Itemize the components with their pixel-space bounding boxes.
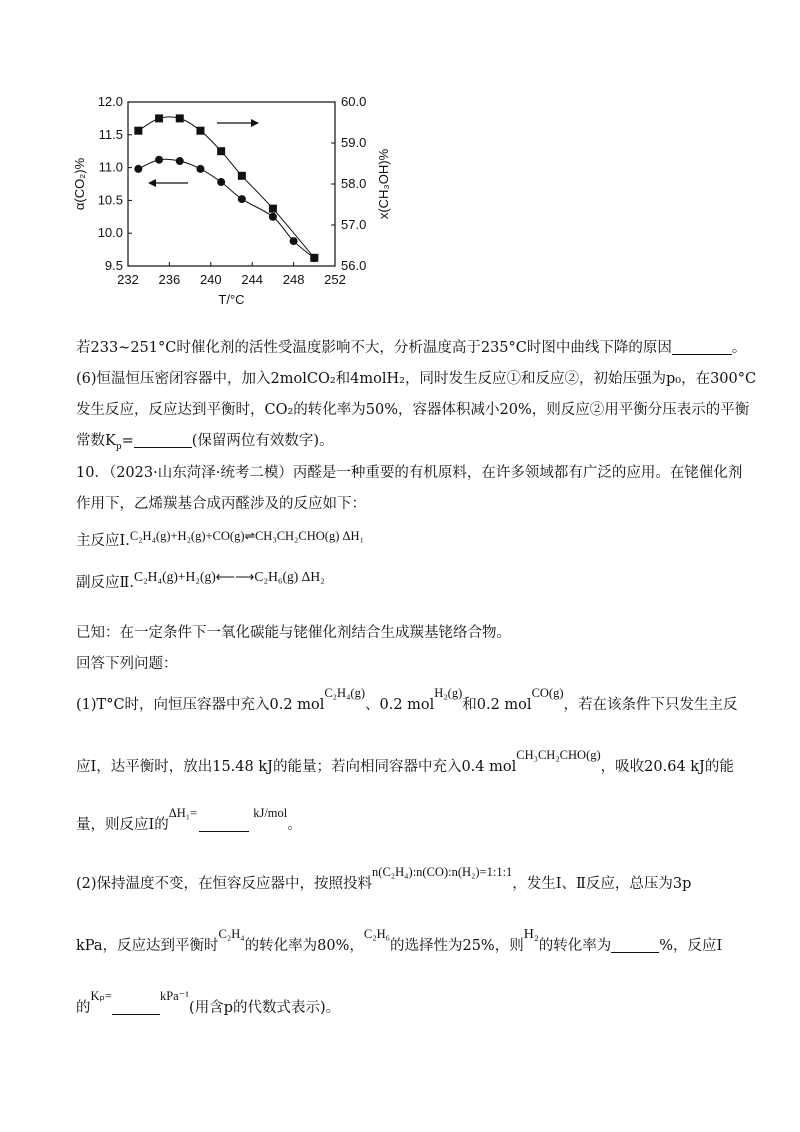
y-right-tick-label: 56.0 [341, 258, 367, 273]
formula: C₂H₄(g) [324, 686, 365, 700]
text: (1)T°C时，向恒压容器中充入0.2 mol [76, 697, 325, 713]
text: 副反应Ⅱ. [76, 575, 134, 591]
text: 、0.2 mol [365, 697, 435, 713]
data-point-circle [310, 254, 318, 262]
x-axis-label: T/°C [218, 292, 245, 307]
equation: C₂H₄(g)+H₂(g)⟵⟶C₂H₆(g) ΔH₂ [133, 569, 325, 584]
text: 。 [731, 340, 747, 356]
answer-blank [672, 339, 732, 355]
text: 常数K [76, 433, 116, 449]
y-right-tick-label: 57.0 [341, 217, 367, 232]
data-point-square [155, 114, 163, 122]
text: 量，则反应I的 [76, 817, 169, 833]
formula: C₂H₄ [218, 927, 245, 941]
data-point-square [176, 114, 184, 122]
text: 的转化率为 [538, 938, 612, 954]
text: (2)保持温度不变，在恒容反应器中，按照投料 [76, 876, 373, 892]
text: 和0.2 mol [462, 697, 532, 713]
text: kPa，反应达到平衡时 [76, 938, 219, 954]
y-left-tick-label: 9.5 [104, 258, 123, 273]
y-left-tick-label: 11.5 [98, 126, 123, 142]
y-right-tick-label: 58.0 [341, 176, 367, 191]
chart [70, 88, 391, 313]
formula: H₂(g) [434, 686, 463, 700]
data-point-circle [134, 165, 142, 173]
q10-line-1: 10．（2023·山东菏泽·统考二模）丙醛是一种重要的有机原料，在许多领域都有广泛的应用。在铑催化剂 [76, 465, 743, 481]
series-line [138, 117, 314, 258]
answer-blank [112, 999, 160, 1015]
y-left-tick-label: 10.5 [97, 192, 123, 208]
formula: CO(g) [531, 686, 564, 700]
q9-line-1 [76, 338, 746, 358]
text: ，发生Ⅰ、Ⅱ反应，总压为3p [512, 876, 692, 892]
x-tick-label: 244 [241, 272, 264, 287]
formula: n(C₂H₄):n(CO):n(H₂)=1:1:1 [372, 865, 513, 879]
answer-blank [199, 816, 249, 832]
formula: Kₚ= [90, 989, 112, 1003]
formula: H₂ [523, 927, 539, 942]
p5-line [76, 927, 723, 957]
text: ，吸收20.64 kJ的能 [600, 759, 734, 775]
answer-blank [134, 432, 192, 448]
y-left-tick-label: 12.0 [97, 94, 123, 109]
equation: C₂H₄(g)+H₂(g)+CO(g)⇌CH₃CH₂CHO(g) ΔH₁ [129, 529, 364, 543]
p4-line [76, 865, 692, 894]
data-point-square [238, 172, 246, 180]
series-line [138, 159, 314, 258]
p6-line [76, 989, 341, 1018]
data-point-circle [217, 178, 225, 186]
y-left-tick-label: 10.0 [97, 225, 123, 241]
unit: kJ/mol [253, 806, 288, 820]
arrow-left-head [148, 179, 156, 187]
p1-line [76, 686, 738, 715]
text: 。 [287, 817, 302, 833]
text: (保留两位有效数字)。 [191, 433, 334, 449]
text: (用含p的代数式表示)。 [189, 1000, 341, 1016]
q9-line-2: (6)恒温恒压密闭容器中，加入2molCO₂和4molH₂，同时发生反应①和反应②，初始压强为p₀，在300°C [76, 371, 757, 387]
text: ，若在该条件下只发生主反 [563, 697, 738, 713]
q9-line-3: 发生反应，反应达到平衡时，CO₂的转化率为50%，容器体积减小20%，则反应②用平衡分压表示的平衡 [76, 402, 750, 418]
data-point-circle [269, 213, 277, 221]
y-left-axis-label: α(CO₂)% [72, 157, 87, 211]
data-point-circle [176, 157, 184, 165]
q10-line-2: 作用下，乙烯羰基合成丙醛涉及的反应如下： [76, 496, 366, 512]
data-point-circle [196, 165, 204, 173]
text: p [115, 441, 122, 452]
q9-line-4 [76, 431, 334, 451]
answer-blank [611, 937, 659, 953]
x-tick-label: 248 [282, 272, 305, 287]
y-right-axis-label: x(CH₃OH)% [376, 148, 391, 220]
x-tick-label: 236 [158, 272, 181, 287]
answer-heading: 回答下列问题： [76, 656, 178, 672]
data-point-circle [155, 156, 163, 164]
arrow-right-head [251, 119, 259, 127]
p3-line [76, 806, 302, 835]
x-tick-label: 252 [324, 272, 346, 287]
data-point-circle [238, 195, 246, 203]
text: 的选择性为25%，则 [389, 938, 524, 954]
formula: ΔH₁= [168, 806, 198, 820]
y-left-tick-label: 11.0 [98, 159, 123, 175]
data-point-square [196, 127, 204, 135]
y-right-tick-label: 59.0 [341, 135, 367, 150]
data-point-square [269, 205, 277, 213]
y-right-tick-label: 60.0 [341, 94, 367, 109]
known-line: 已知：在一定条件下一氧化碳能与铑催化剂结合生成羰基铑络合物。 [76, 625, 511, 641]
text: 的转化率为80%， [244, 938, 364, 954]
formula: C₂H₆ [363, 927, 390, 941]
text: 的 [76, 1000, 91, 1016]
plot-frame [128, 102, 335, 266]
text: 主反应Ⅰ. [76, 533, 130, 549]
x-tick-label: 232 [117, 272, 139, 287]
reaction-2 [76, 569, 325, 593]
data-point-square [217, 147, 225, 155]
x-tick-label: 240 [199, 272, 222, 287]
data-point-square [134, 127, 142, 135]
reaction-1 [76, 531, 364, 551]
unit: kPa⁻¹ [159, 989, 190, 1003]
p2-line [76, 748, 734, 777]
text: = [121, 433, 134, 449]
text: %，反应I [659, 938, 723, 954]
text: 若233~251°C时催化剂的活性受温度影响不大，分析温度高于235°C时图中曲线下降的原因 [76, 340, 672, 356]
text: 应I，达平衡时，放出15.48 kJ的能量；若向相同容器中充入0.4 mol [76, 759, 517, 775]
formula: CH₃CH₂CHO(g) [516, 748, 601, 762]
data-point-circle [290, 237, 298, 245]
